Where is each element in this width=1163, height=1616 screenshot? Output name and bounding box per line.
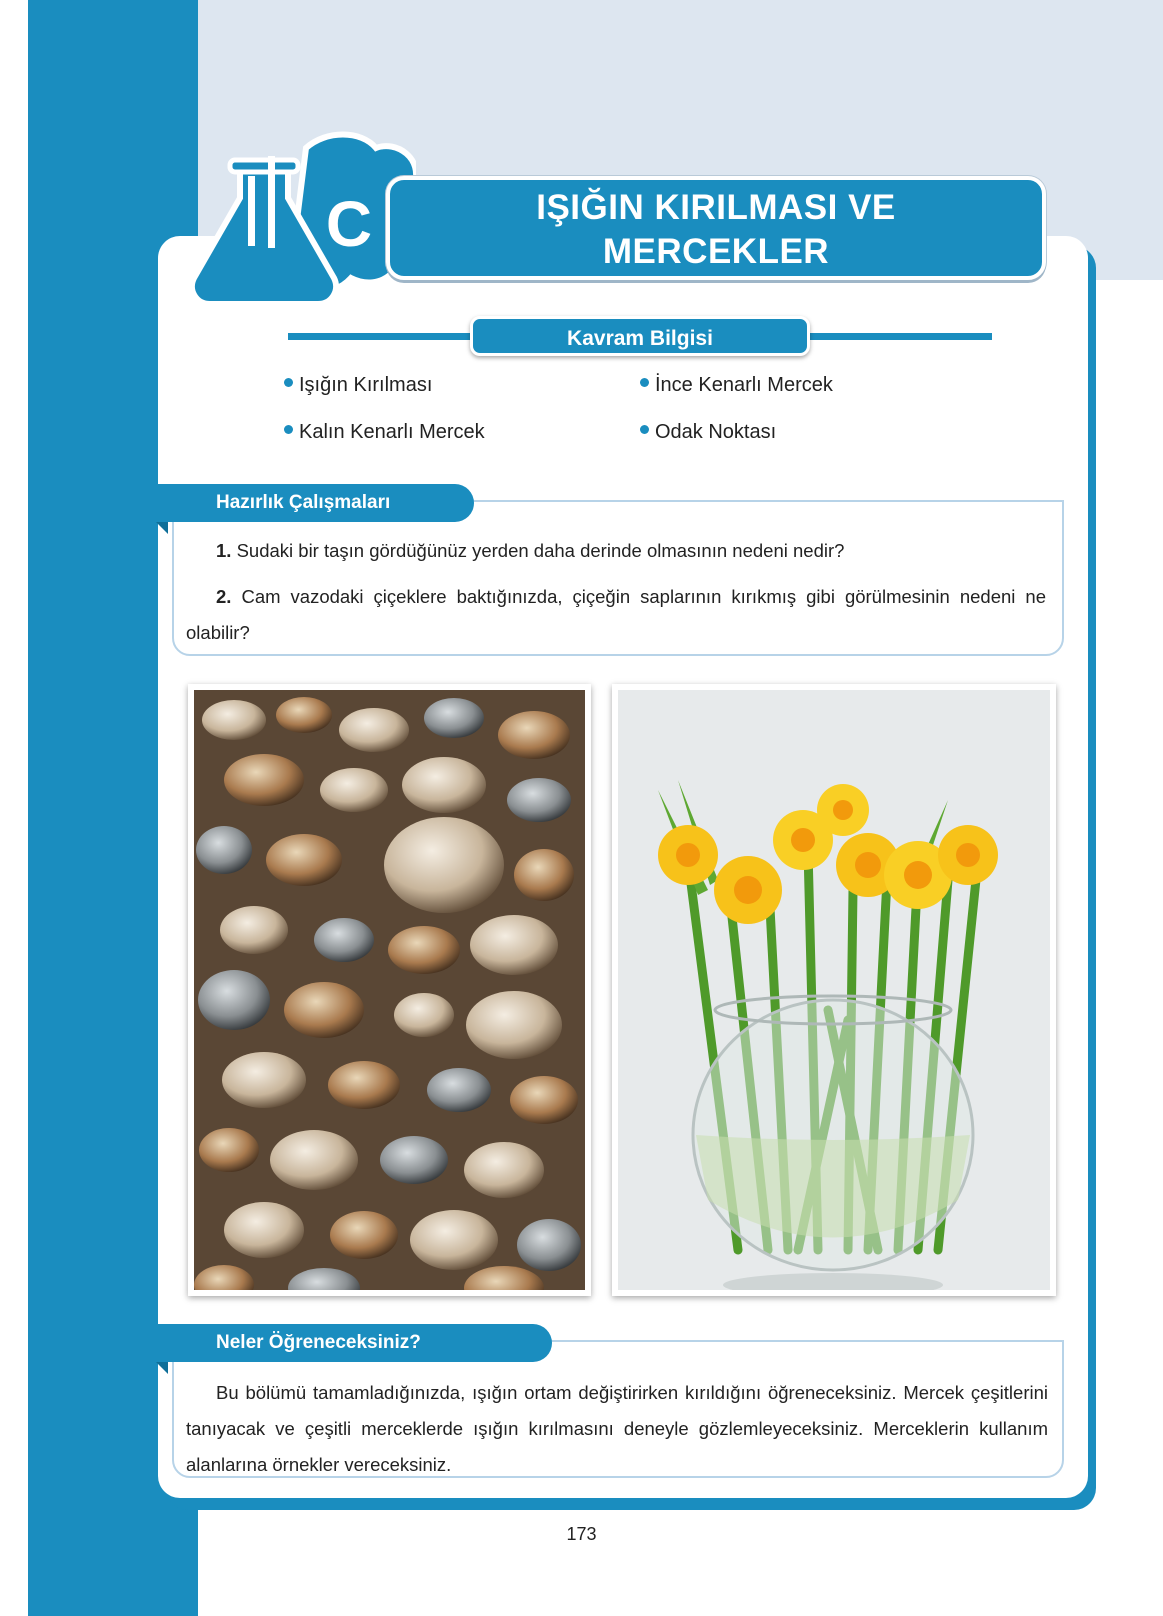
tab-notch bbox=[156, 1362, 168, 1374]
question-2 bbox=[186, 579, 1046, 651]
concept-label: Odak Noktası bbox=[655, 421, 777, 443]
page-number: 173 bbox=[566, 1524, 597, 1544]
preparation-heading: Hazırlık Çalışmaları bbox=[156, 484, 474, 522]
learning-text: Bu bölümü tamamladığınızda, ışığın ortam değiştirirken kırıldığını öğreneceksiniz. Mercek çeşitlerini tanıyacak ve çeşitli merceklerde ışığın kırılmasını deneyle gözlemleyeceksiniz. Merceklerin kullanım alanlarına örnekler vereceksiniz. bbox=[186, 1382, 1048, 1475]
bullet-icon bbox=[640, 425, 649, 434]
concept-item bbox=[640, 421, 776, 444]
daffodil-illustration bbox=[618, 690, 1050, 1290]
question-1 bbox=[186, 533, 1046, 569]
question-text: Sudaki bir taşın gördüğünüz yerden daha derinde olmasının nedeni nedir? bbox=[236, 540, 845, 561]
title-line-2: MERCEKLER bbox=[602, 232, 830, 271]
daffodil-vase-photo bbox=[612, 684, 1056, 1296]
bullet-icon bbox=[640, 378, 649, 387]
flask-cloud-icon bbox=[186, 128, 416, 310]
pebbles-photo bbox=[188, 684, 591, 1296]
chapter-title bbox=[386, 176, 1046, 280]
title-line-1: IŞIĞIN KIRILMASI VE bbox=[536, 188, 896, 227]
question-text: Cam vazodaki çiçeklere baktığınızda, çiçeğin saplarının kırıkmış gibi görülmesinin nedeni ne olabilir? bbox=[186, 586, 1046, 643]
bullet-icon bbox=[284, 425, 293, 434]
tab-notch bbox=[156, 522, 168, 534]
concept-item bbox=[284, 374, 432, 397]
concept-label: İnce Kenarlı Mercek bbox=[655, 374, 833, 396]
bullet-icon bbox=[284, 378, 293, 387]
learning-heading: Neler Öğreneceksiniz? bbox=[156, 1324, 552, 1362]
concept-label: Işığın Kırılması bbox=[299, 374, 433, 396]
question-number: 1. bbox=[216, 540, 232, 561]
question-number: 2. bbox=[216, 586, 232, 607]
concept-item bbox=[640, 374, 833, 397]
section-letter: C bbox=[325, 188, 373, 260]
concept-item bbox=[284, 421, 485, 444]
pebbles-illustration bbox=[194, 690, 585, 1290]
flowers-image bbox=[618, 690, 1050, 1290]
concept-label: Kalın Kenarlı Mercek bbox=[299, 421, 485, 443]
pebbles-image bbox=[194, 690, 585, 1290]
concepts-heading: Kavram Bilgisi bbox=[470, 316, 810, 356]
